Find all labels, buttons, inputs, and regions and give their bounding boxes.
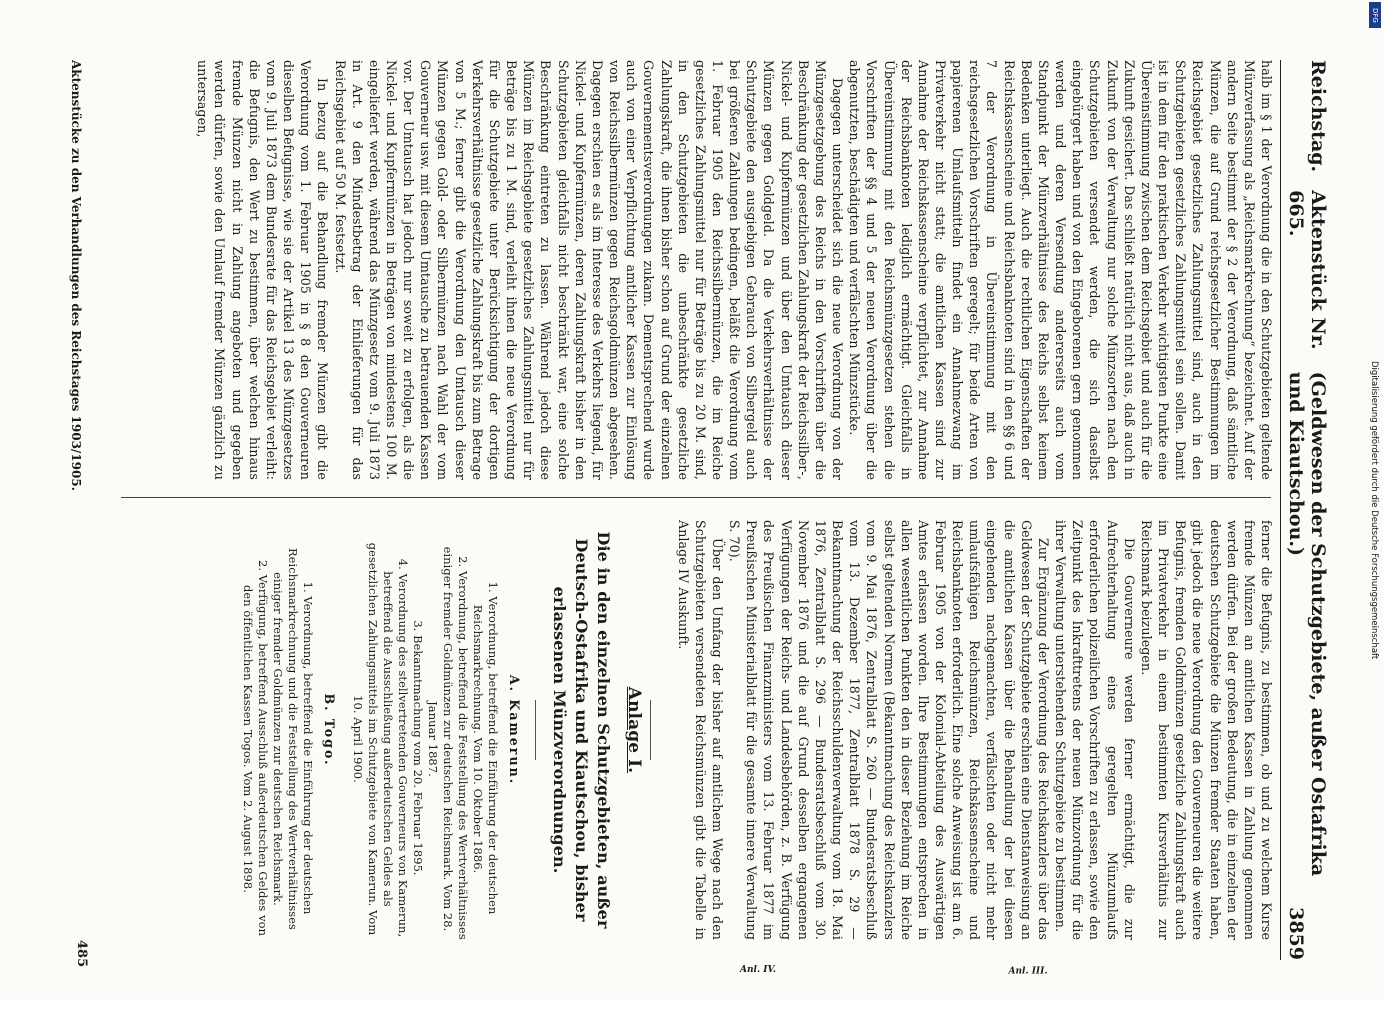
footer-note: Aktenstücke zu den Verhandlungen des Reichstages 1903/1905. (69, 60, 83, 491)
header-title: (Geldwesen der Schutzgebiete, außer Ostafrika und Kiautschou.) (1285, 371, 1329, 877)
paragraph: Über den Umfang der bisher auf amtlichem Wege nach den Schutzgebieten versendeten Reichsmünzen gibt die Tabelle in Anlage IV Auskunft. (675, 520, 725, 940)
list-item: 1. Verordnung, betreffend die Einführung der deutschen Reichsmarkrechnung und die Feststellung des Wertverhältnisses einiger fremder Goldmünzen zur deutschen Reichsmark. (271, 547, 316, 930)
appendix-label: Anlage I. (623, 686, 644, 774)
dfg-logo: DFG (1369, 2, 1381, 28)
appendix (240, 520, 650, 940)
right-column (240, 520, 1275, 940)
left-column (194, 60, 1275, 480)
header-doc-number: Aktenstück Nr. 665. (1285, 190, 1329, 350)
list-item: 4. Verordnung des stellvertretenden Gouverneurs von Kamerun, betreffend die Ausschließung außerdeutschen Geldes als gesetzlichen Zahlungsmittels im Schutzgebiete von Kamerun. Vom 10. April 1900. (351, 542, 411, 938)
page-header (1280, 60, 1329, 960)
paragraph: halb im § 1 der Verordnung die in den Schutzgebieten geltende Münzverfassung als „Reichsmarkrechnung“ bezeichnet. Auf der andern Seite bestimmt der § 2 der Verordnung, daß sämtliche Münzen, die auf Grund reichsgesetzlicher Bestimmungen im Reichsgebiet gesetzliches Zahlungsmittel sind, auch in den Schutzgebieten gesetzliches Zahlungsmittel sein sollen. Damit ist in dem für den praktischen Verkehr wichtigsten Punkte eine Übereinstimmung zwischen dem Reichsgebiet und auch für die Zukunft gesichert. Das schließt natürlich nicht aus, daß auch in Zukunft von der Verwaltung nur solche Münzsorten nach den Schutzgebieten versendet werden, die sich daselbst eingebürgert haben und von den Eingeborenen gern genommen werden und deren Versendung andererseits auch vom Standpunkt der Münzverhältnisse des Reichs selbst keinem Bedenken unterliegt. Auch die rechtlichen Eigenschaften der Reichskassenscheine und Reichsbanknoten sind in den §§ 6 und 7 der Verordnung in Übereinstimmung mit den reichsgesetzlichen Vorschriften geregelt; für beide Arten von papierenen Umlaufsmitteln findet ein Annahmezwang im Privatverkehr nicht statt; die amtlichen Kassen sind zur Annahme der Reichskassenscheine verpflichtet, zur Annahme der Reichsbanknoten lediglich ermächtigt. Gleichfalls in Übereinstimmung mit den Reichsmünzgesetzen stehen die Vorschriften der §§ 4 und 5 der neuen Verordnung über die abgenutzten, beschädigten und verfälschten Münzstücke. (847, 60, 1274, 480)
paragraph: Dagegen unterscheidet sich die neue Verordnung von der Münzgesetzgebung des Reichs in den Vorschriften über die Beschränkung der gesetzlichen Zahlungskraft der Reichssilber-, Nickel- und Kupfermünzen und über den Umtausch dieser Münzen gegen Goldgeld. Da die Verkehrsverhältnisse der Schutzgebiete den ausgiebigen Gebrauch von Silbergeld auch bei größeren Zahlungen bedingen, beläßt die Verordnung vom 1. Februar 1905 den Reichssilbermünzen, die im Reiche gesetzliches Zahlungsmittel nur für Beträge bis zu 20 M. sind, in den Schutzgebieten die unbeschränkte gesetzliche Zahlungskraft, die ihnen bisher schon auf Grund der einzelnen Gouvernementsverordnungen zukam. Dementsprechend wurde auch von einer Verpflichtung amtlicher Kassen zur Einlösung von Reichssilbermünzen gegen Reichsgoldmünzen abgesehen. Dagegen erschien es als im Interesse des Verkehrs liegend, für Nickel- und Kupfermünzen, deren Zahlungskraft bisher in den Schutzgebieten gleichfalls nicht beschränkt war, eine solche Beschränkung eintreten zu lassen. Während jedoch diese Münzen im Reichsgebiete gesetzliches Zahlungsmittel nur für Beträge bis zu 1 M. sind, verleiht ihnen die neue Verordnung für die Schutzgebiete unter Berücksichtigung der dortigen Verkehrsverhältnisse gesetzliche Zahlungskraft bis zum Betrage von 5 M.; ferner gibt die Verordnung den Umtausch dieser Münzen gegen Gold- oder Silbermünzen nach Wahl der vom Gouverneur usw. mit diesem Umtausche zu betrauenden Kassen vor. Der Umtausch hat jedoch nur soweit zu erfolgen, als die Nickel- und Kupfermünzen in Beträgen von mindestens 100 M. eingeliefert werden, während das Münzgesetz vom 9. Juli 1873 in Art. 9 den Mindestbetrag der Einlieferungen für das Reichsgebiet auf 50 M. festsetzt. (332, 60, 846, 480)
list-item: 2. Verordnung, betreffend die Feststellung des Wertverhältnisses einiger fremder Goldmünzen zur deutschen Reichsmark. Vom 28. Januar 1887. (426, 546, 471, 940)
section-title: B. Togo. (322, 693, 338, 767)
footer-page-number: 485 (74, 940, 89, 968)
list-item: 1. Verordnung, betreffend die Einführung der deutschen Reichsmarkrechnung. Vom 10. Oktober 1886. (471, 581, 501, 915)
separator-rule (650, 700, 651, 760)
digitization-credit: Digitalisierung gefördert durch die Deutsche Forschungsgemeinschaft (1369, 360, 1379, 660)
margin-note: Anl. IV. (740, 964, 776, 975)
appendix-heading: Die in den einzelnen Schutzgebieten, außer Deutsch-Ostafrika und Kiautschou, bisher erlassenen Münzverordnungen. (550, 531, 614, 929)
paragraph: ferner die Befugnis, zu bestimmen, ob und zu welchem Kurse fremde Münzen an amtlichen Kassen in Zahlung genommen werden dürfen. Bei der großen Bedeutung, die in einzelnen der deutschen Schutzgebiete die Münzen fremder Staaten haben, gibt jedoch die neue Verordnung den Gouverneuren die weitere Befugnis, fremden Goldmünzen gesetzliche Zahlungskraft auch im Privatverkehr in einem bestimmten Kursverhältnis zur Reichsmark beizulegen. (1138, 520, 1274, 940)
column-divider (121, 497, 1271, 498)
paragraph: Die Gouverneure werden ferner ermächtigt, die zur Aufrechterhaltung eines geregelten Münzumlaufs erforderlichen polizeilichen Vorschriften zu erlassen, sowie den Zeitpunkt des Inkrafttretens der neuen Münzordnung für die ihrer Verwaltung unterstehenden Schutzgebiete zu bestimmen. (1053, 520, 1137, 940)
section-title: A. Kamerun. (507, 674, 523, 786)
header-chamber: Reichstag. (1307, 60, 1329, 173)
separator-rule (535, 700, 536, 760)
header-page-number: 3859 (1285, 907, 1307, 960)
paragraph: In bezug auf die Behandlung fremder Münzen gibt die Verordnung vom 1. Februar 1905 in § 8 den Gouverneuren dieselben Befugnisse, wie sie der Artikel 13 des Münzgesetzes vom 9. Juli 1873 dem Bundesrate für das Reichsgebiet verleiht: die Befugnis, den Wert zu bestimmen, über welchen hinaus fremde Münzen nicht in Zahlung angeboten und gegeben werden dürfen, sowie den Umlauf fremder Münzen gänzlich zu untersagen, (195, 60, 331, 480)
paragraph: Zur Ergänzung der Verordnung des Reichskanzlers über das Geldwesen der Schutzgebiete erschien eine Dienstanweisung an die amtlichen Kassen über die Behandlung der bei diesen eingehenden nachgemachten, verfälschten oder nicht mehr umlaufsfähigen Reichsmünzen, Reichskassenscheine und Reichsbanknoten erforderlich. Eine solche Anweisung ist am 6. Februar 1905 von der Kolonial-Abteilung des Auswärtigen Amtes erlassen worden. Ihre Bestimmungen entsprechen in allen wesentlichen Punkten den in dieser Beziehung im Reiche selbst geltenden Normen (Bekanntmachung des Reichskanzlers vom 9. Mai 1876, Zentralblatt S. 260 — Bundesratsbeschluß vom 13. Dezember 1877, Zentralblatt 1878 S. 29 — Bekanntmachung der Reichsschuldenverwaltung vom 18. Mai 1876, Zentralblatt S. 296 — Bundesratsbeschluß vom 30. November 1876 und die auf Grund desselben ergangenen Verfügungen der Reichs- und Landesbehörden, z. B. Verfügung des Preußischen Finanzministers vom 13. Februar 1877 im Preußischen Ministerialblatt für die gesamte innere Verwaltung S. 70). (727, 520, 1051, 940)
list-item: 3. Bekanntmachung vom 20. Februar 1895. (411, 620, 426, 876)
list-item: 2. Verfügung, betreffend Ausschluß außerdeutschen Geldes von den öffentlichen Kassen Togos. Vom 2. August 1898. (241, 559, 271, 937)
margin-note: Anl. III. (1008, 966, 1048, 977)
